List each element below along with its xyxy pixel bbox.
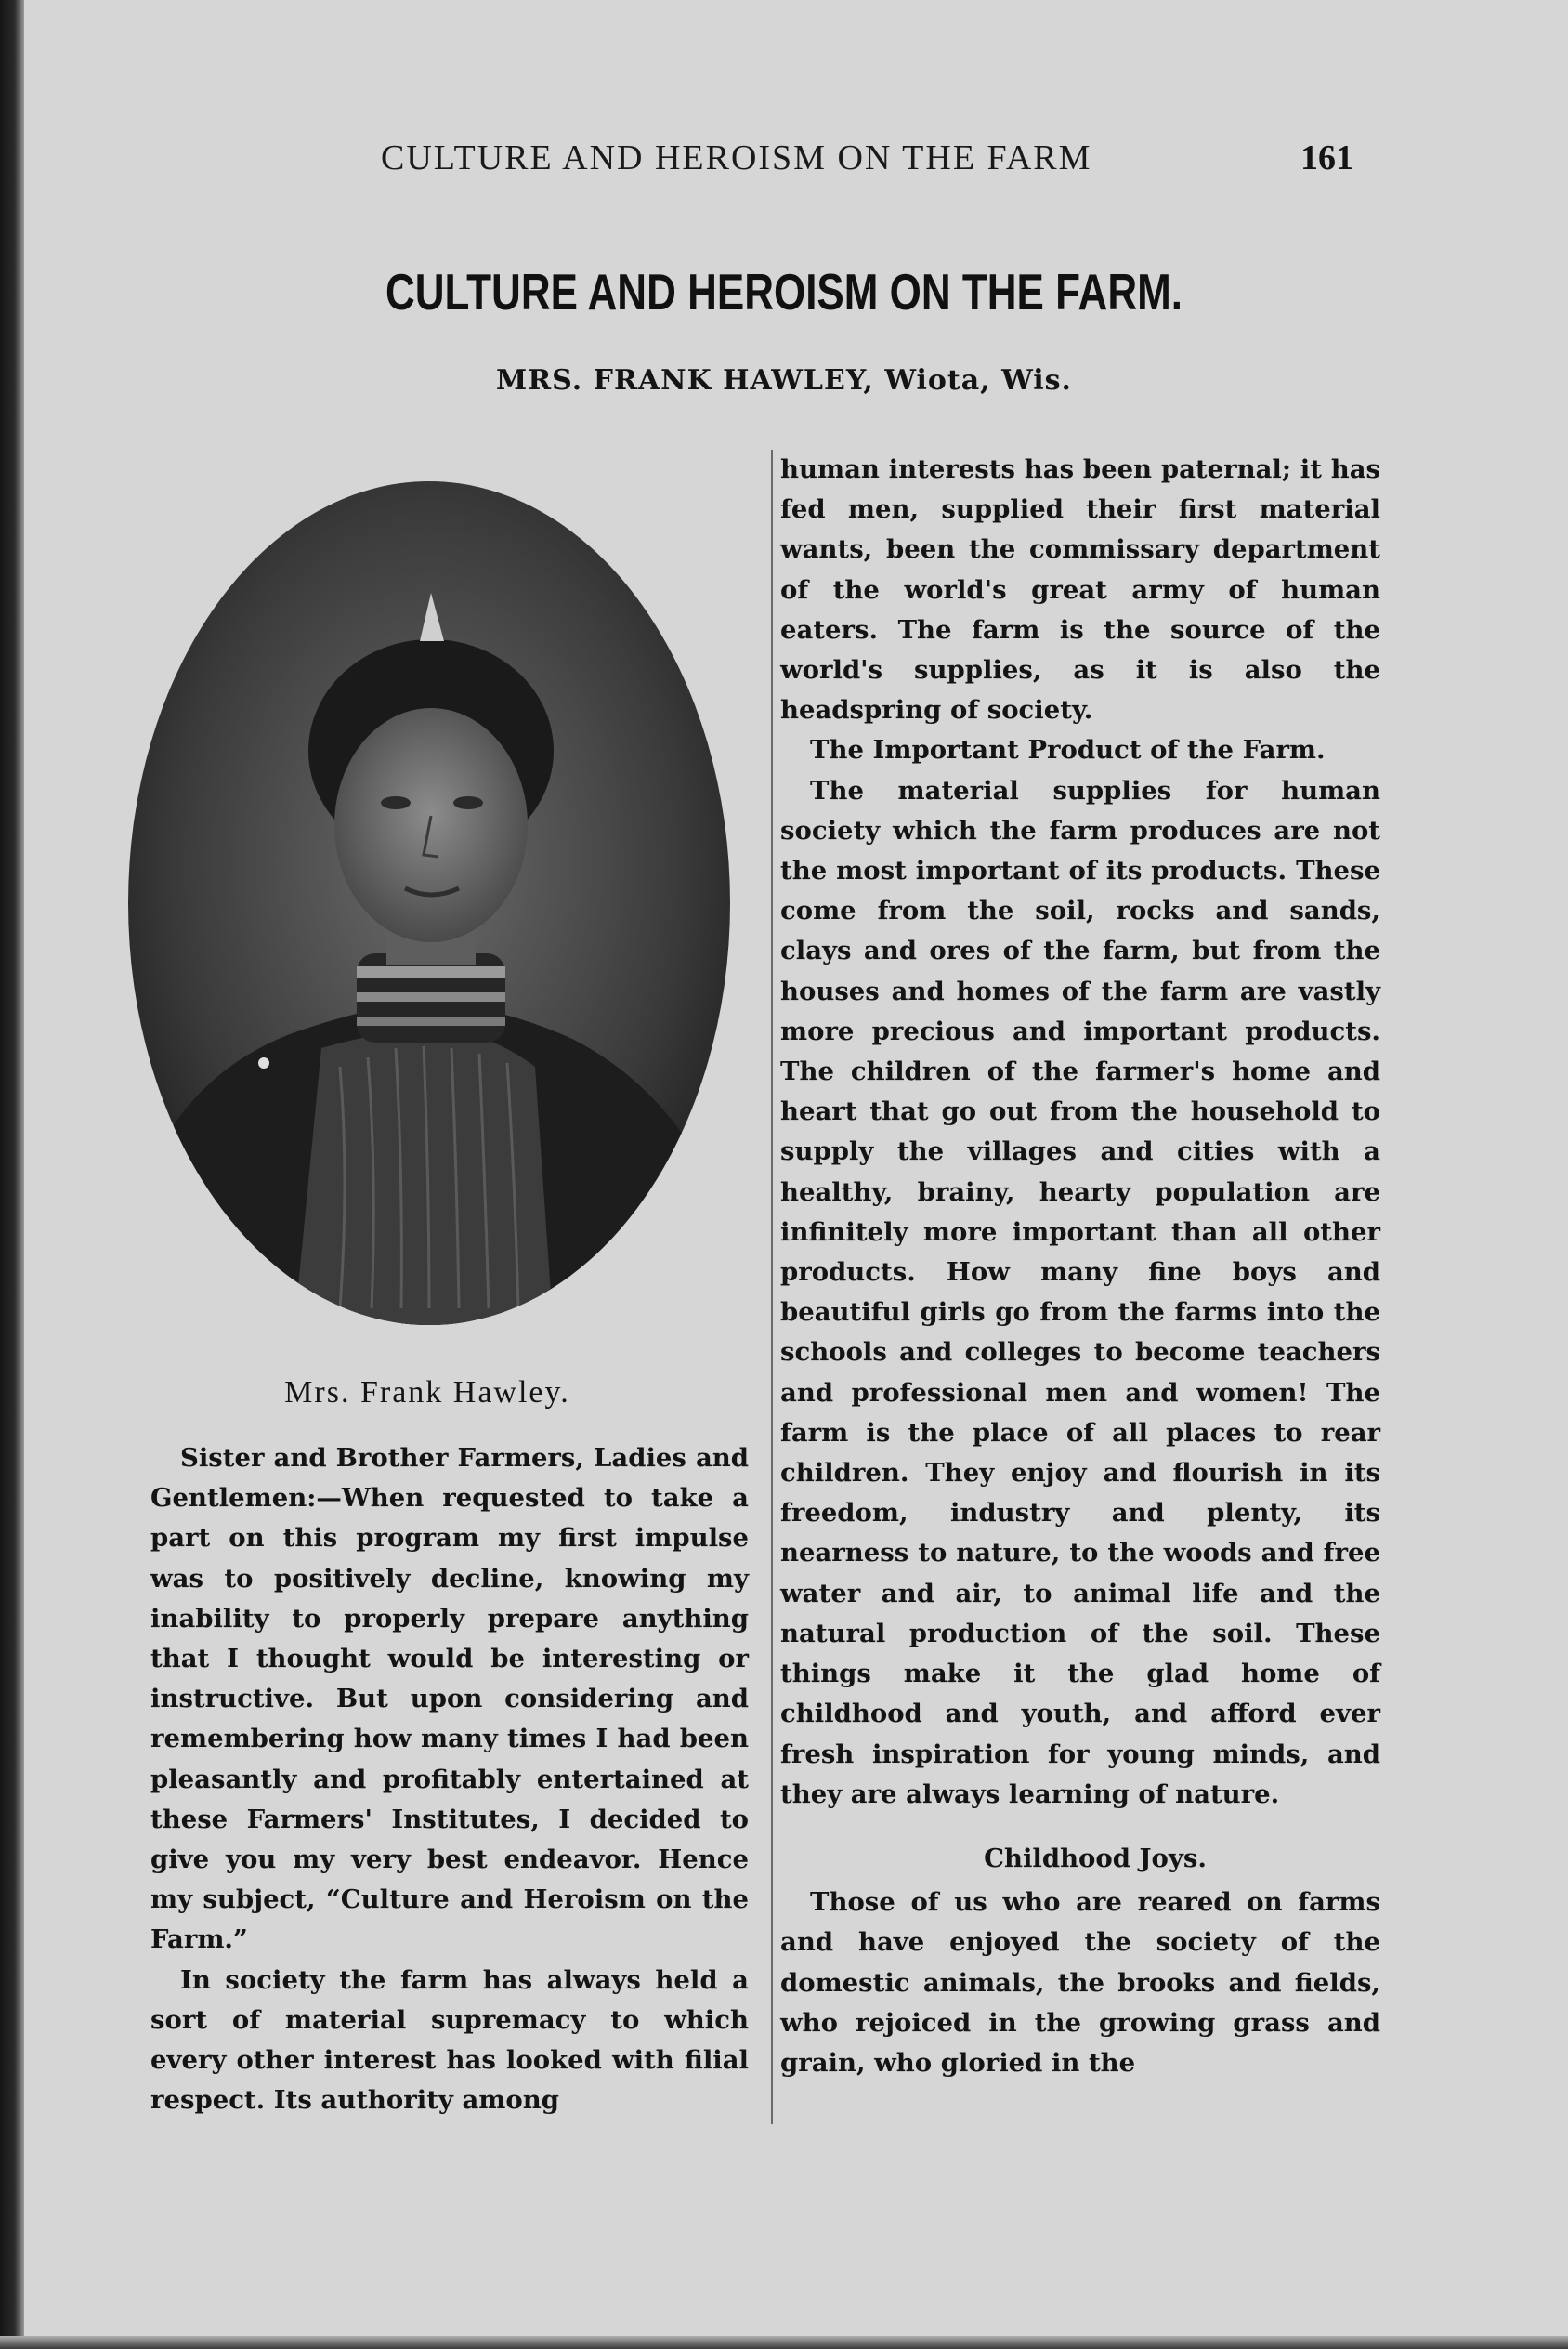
- portrait-photo: [108, 472, 751, 1334]
- left-column: [150, 1438, 749, 2120]
- portrait-caption: Mrs. Frank Hawley.: [284, 1375, 570, 1410]
- article-title: CULTURE AND HEROISM ON THE FARM.: [385, 263, 1183, 321]
- scan-left-edge: [0, 0, 24, 2349]
- running-head: CULTURE AND HEROISM ON THE FARM: [381, 138, 1092, 177]
- page-number: 161: [1300, 138, 1353, 177]
- continuation-paragraph: human interests has been paternal; it has fed men, supplied their first material wants, been the commissary department of the world's great army of human eaters. The farm is the source of the world's supplies, as it is also the headspring of society.: [780, 454, 1380, 726]
- author-line: MRS. FRANK HAWLEY, Wiota, Wis.: [496, 364, 1072, 397]
- subheading-important-product: The Important Product of the Farm.: [810, 735, 1326, 766]
- society-paragraph: In society the farm has always held a sort of material supremacy to which every other interest has looked with filial respect. Its authority among: [150, 1964, 749, 2116]
- childhood-joys-paragraph: Those of us who are reared on farms and have enjoyed the society of the domestic animals, the brooks and fields, who rejoiced in the growing grass and grain, who gloried in the: [780, 1887, 1380, 2078]
- important-product-paragraph: The material supplies for human society which the farm produces are not the most important of its products. These come from the soil, rocks and sands, clays and ores of the farm, but from the houses and homes of the farm are vastly more precious and important products. The children of the farmer's home and heart that go out from the household to supply the villages and cities with a healthy, brainy, hearty population are infinitely more important than all other products. How many fine boys and beautiful girls go from the farms into the schools and colleges to become teachers and professional men and women! The farm is the place of all places to rear children. They enjoy and flourish in its freedom, industry and plenty, its nearness to nature, to the woods and free water and air, to animal life and the natural production of the soil. These things make it the glad home of childhood and youth, and afford ever fresh inspiration for young minds, and they are always learning of nature.: [780, 775, 1380, 1809]
- right-column: [771, 450, 1380, 2124]
- scan-bottom-edge: [0, 2336, 1568, 2349]
- subheading-childhood-joys: Childhood Joys.: [984, 1843, 1207, 1873]
- intro-paragraph: Sister and Brother Farmers, Ladies and Gentlemen:—When requested to take a part on this program my first impulse was to positively decline, knowing my inability to properly prepare anything that I thought would be interesting or instructive. But upon considering and remembering how many times I had been pleasantly and profitably entertained at these Farmers' Institutes, I decided to give you my very best endeavor. Hence my subject, “Culture and Heroism on the Farm.”: [150, 1443, 749, 1955]
